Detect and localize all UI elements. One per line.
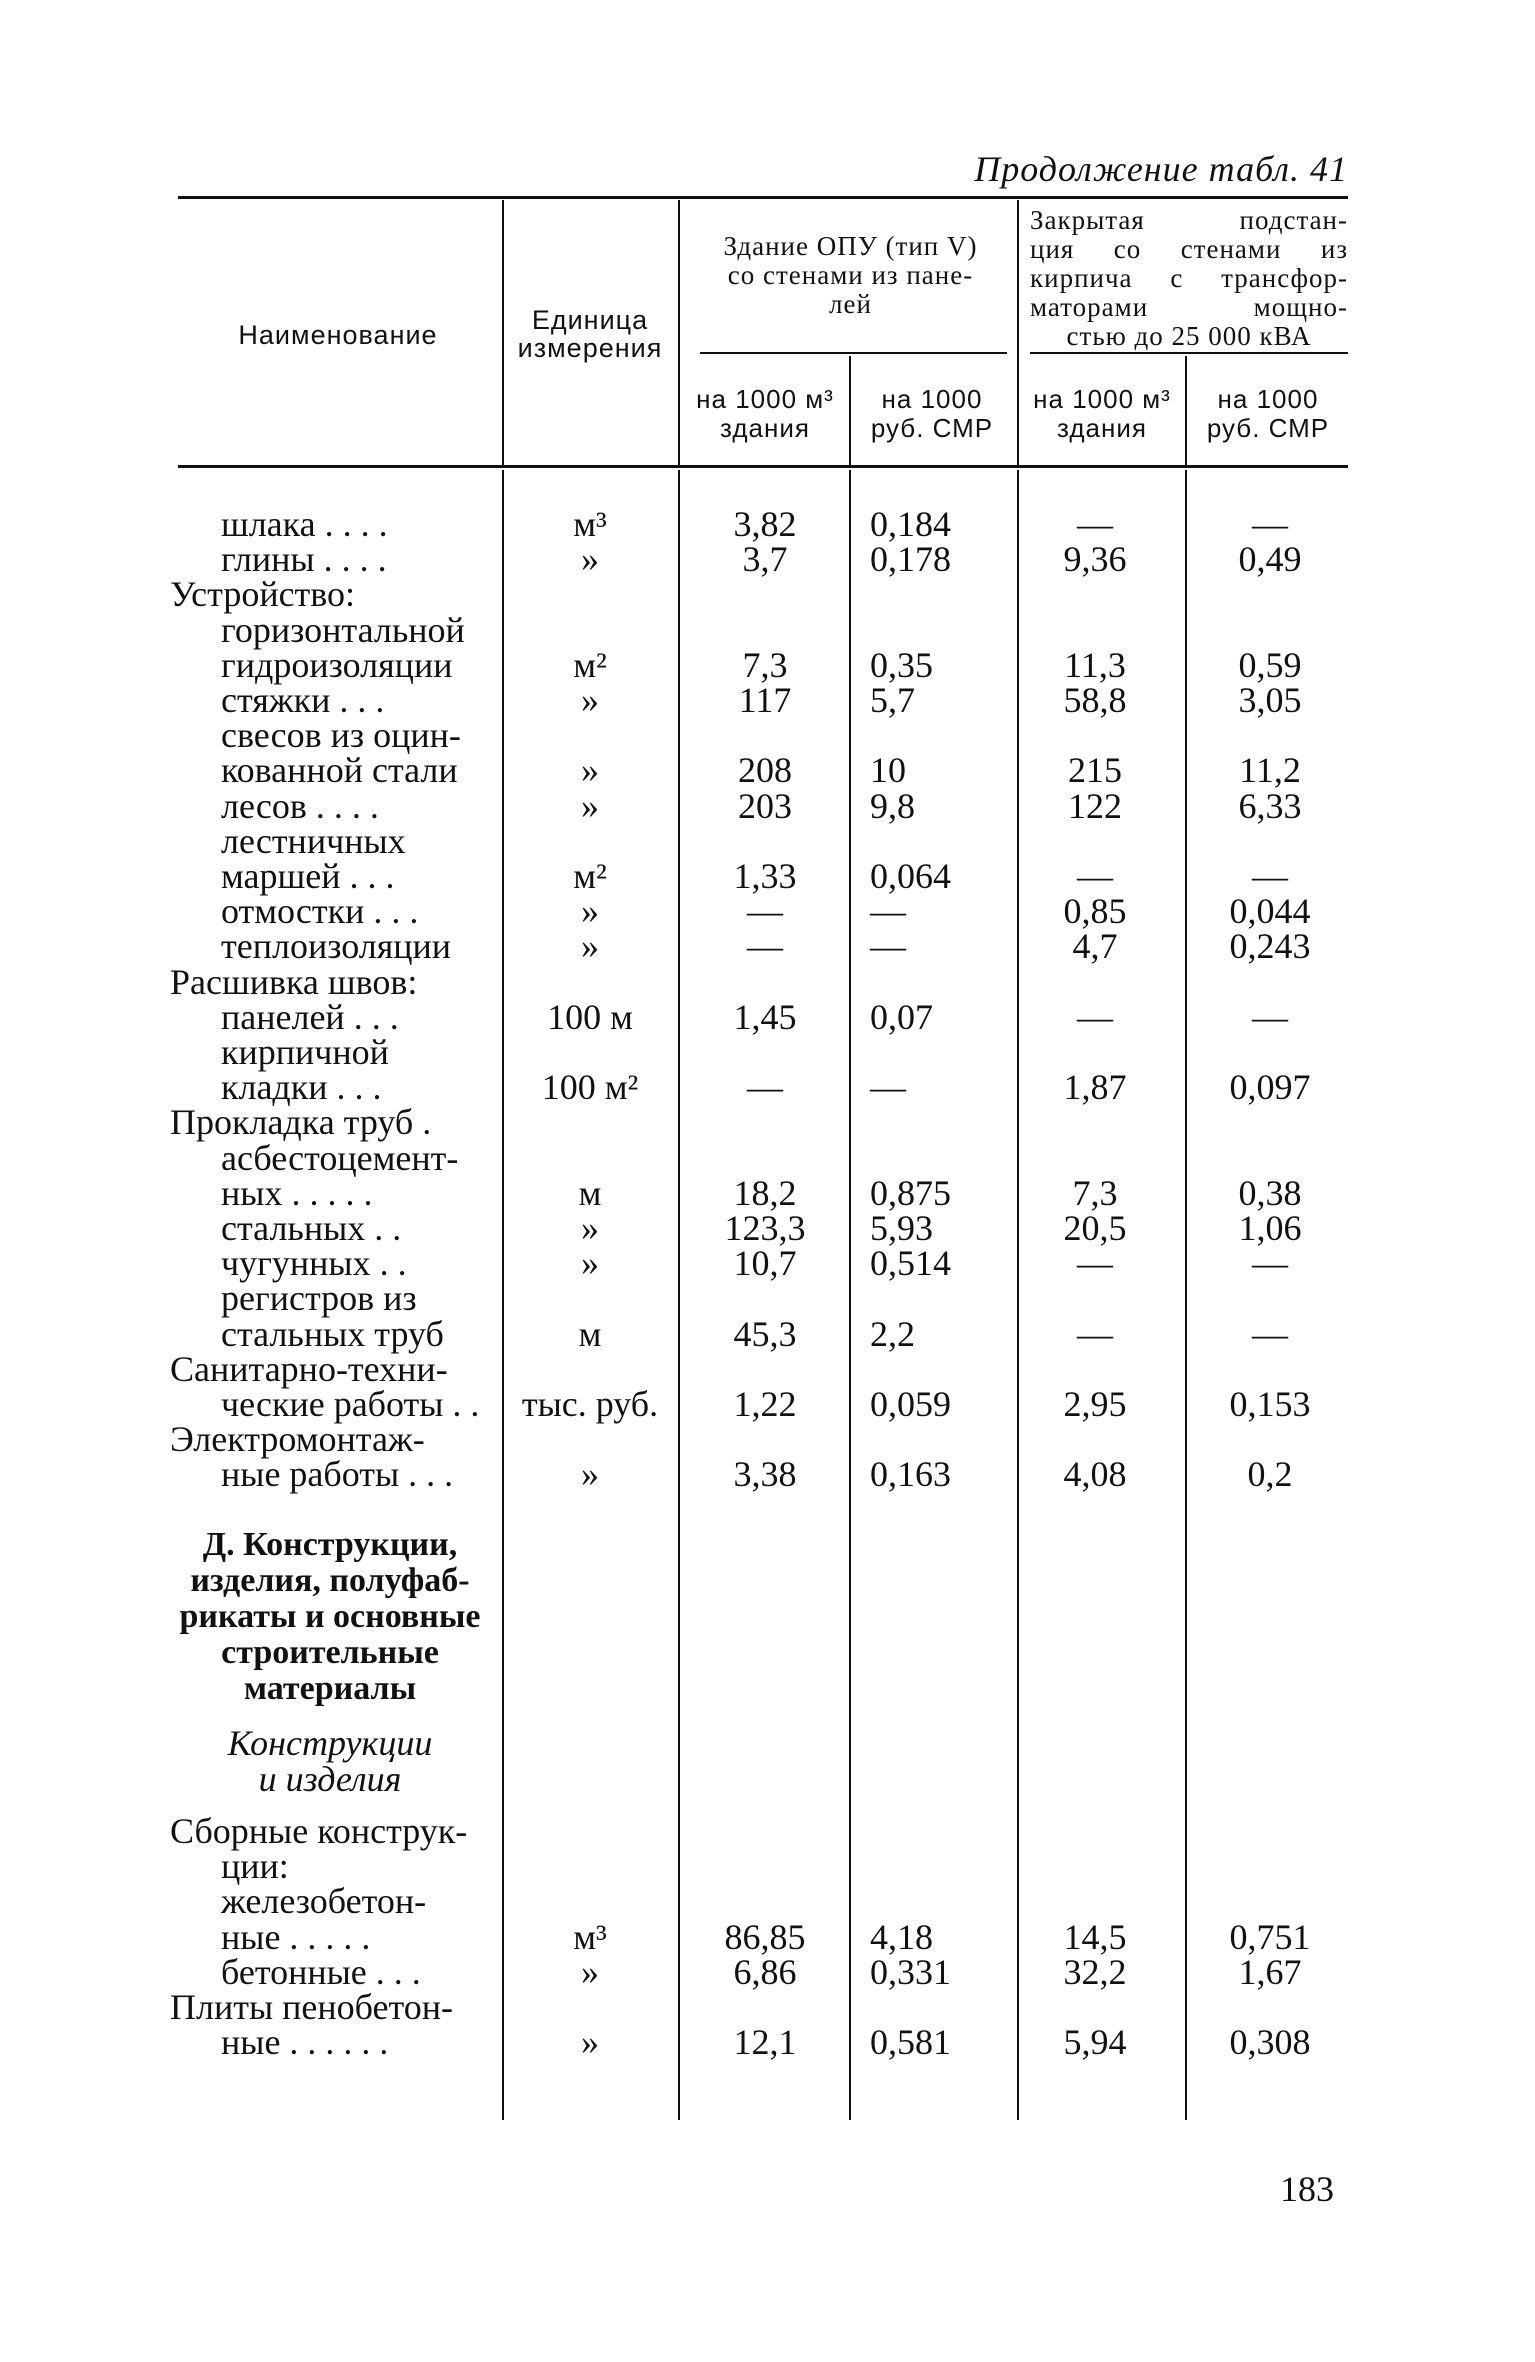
row-name: регистров из (221, 1278, 417, 1319)
row-name: ческие работы . . (221, 1384, 480, 1424)
header-group-2-line-1: Закрытая подстан- (1030, 205, 1348, 235)
header-group-1-rule (700, 352, 1007, 354)
row-value-c1: 3,82 (733, 504, 797, 544)
row-value-c3: — (1077, 996, 1113, 1037)
row-value-c3: 4,7 (1072, 926, 1118, 967)
header-group-1-line-1: Здание ОПУ (тип V) (723, 231, 978, 261)
row-value-c1: 3,7 (742, 539, 788, 580)
header-sub-2a (1018, 385, 1186, 443)
row-name: свесов из оцин- (221, 715, 461, 756)
column-divider-1-body (502, 470, 504, 2120)
row-value-c4: 1,67 (1238, 1951, 1302, 1992)
row-value-c4: 0,243 (1229, 926, 1311, 967)
row-name: шлака . . . . (221, 504, 388, 544)
header-sub-1b-line-1: на 1000 (881, 384, 983, 414)
row-value-c4: 0,153 (1229, 1384, 1311, 1424)
section-heading (160, 1527, 500, 1707)
row-name: панелей . . . (221, 996, 399, 1037)
section-heading-line-4: строительные (221, 1634, 439, 1671)
row-value-c4: 0,2 (1247, 1454, 1293, 1495)
row-value-c2: 0,064 (870, 856, 951, 896)
row-value-c4: 0,044 (1229, 891, 1311, 932)
row-name: Расшивка швов: (170, 961, 418, 1002)
row-value-c3: — (1077, 1313, 1113, 1354)
page-number: 183 (1280, 2169, 1334, 2209)
row-value-c2: — (870, 1067, 906, 1108)
header-sub-2b-line-2: руб. СМР (1206, 413, 1330, 443)
row-unit: » (581, 1951, 599, 1992)
row-value-c4: 0,59 (1238, 644, 1302, 685)
row-value-c2: — (870, 891, 906, 932)
column-divider-3-body (849, 470, 851, 2120)
row-name: теплоизоляции (221, 926, 452, 967)
row-name: глины . . . . (221, 539, 387, 580)
row-name: маршей . . . (221, 856, 395, 896)
row-unit: м² (573, 856, 607, 896)
header-unit-line-1: Единица (531, 305, 649, 335)
column-divider-5 (1185, 356, 1187, 465)
subsection-heading (160, 1725, 500, 1797)
row-value-c3: 4,08 (1063, 1454, 1127, 1495)
row-unit: тыс. руб. (521, 1384, 659, 1424)
row-value-c2: 0,875 (870, 1172, 951, 1213)
row-value-c2: 0,514 (870, 1243, 951, 1284)
row-name: кованной стали (221, 750, 458, 791)
header-sub-1b (852, 385, 1012, 443)
header-unit-line-2: измерения (517, 333, 663, 363)
section-heading-line-5: материалы (243, 1670, 417, 1707)
row-unit: м³ (573, 504, 607, 544)
row-value-c1: 45,3 (733, 1313, 797, 1354)
row-name: ные . . . . . . (221, 2022, 389, 2063)
row-value-c2: 0,07 (870, 996, 933, 1037)
header-sub-2b (1188, 385, 1348, 443)
header-sub-1a-line-2: здания (720, 413, 810, 443)
row-unit: » (581, 539, 599, 580)
header-sub-1a (680, 385, 850, 443)
row-unit: 100 м² (541, 1067, 639, 1108)
row-value-c3: — (1077, 856, 1113, 896)
row-value-c3: 0,85 (1063, 891, 1127, 932)
column-divider-3 (849, 356, 851, 465)
row-value-c4: 6,33 (1238, 785, 1302, 826)
header-group-2 (1030, 206, 1348, 351)
section-heading-line-1: Д. Конструкции, (202, 1526, 458, 1563)
header-group-1-line-3: лей (829, 289, 872, 319)
row-value-c1: 10,7 (733, 1243, 797, 1284)
row-value-c4: 3,05 (1238, 680, 1302, 720)
row-unit: » (581, 926, 599, 967)
row-name: Устройство: (170, 574, 356, 615)
header-unit (505, 306, 675, 362)
row-unit: » (581, 891, 599, 932)
row-value-c2: 0,184 (870, 504, 951, 544)
row-value-c2: 0,178 (870, 539, 951, 580)
header-group-2-line-4: маторами мощно- (1030, 292, 1348, 322)
row-value-c4: — (1252, 856, 1288, 896)
section-heading-line-3: рикаты и основные (179, 1598, 481, 1635)
row-value-c1: 6,86 (733, 1951, 797, 1992)
row-value-c1: — (747, 891, 783, 932)
row-value-c3: 20,5 (1063, 1208, 1127, 1248)
row-value-c3: 14,5 (1063, 1916, 1127, 1957)
row-unit: » (581, 1208, 599, 1248)
row-value-c2: 0,331 (870, 1951, 951, 1992)
row-name: асбестоцемент- (221, 1137, 459, 1178)
row-value-c1: 208 (738, 750, 792, 791)
row-value-c4: 0,38 (1238, 1172, 1302, 1213)
row-value-c4: 0,308 (1229, 2022, 1311, 2063)
row-value-c1: 203 (738, 785, 792, 826)
row-value-c2: 0,059 (870, 1384, 951, 1424)
row-value-c2: 5,7 (870, 680, 915, 720)
header-group-1 (688, 232, 1013, 319)
row-value-c3: 58,8 (1063, 680, 1127, 720)
row-name: лестничных (221, 820, 406, 861)
row-value-c4: 1,06 (1238, 1208, 1302, 1248)
column-divider-1 (502, 200, 504, 465)
row-value-c3: 11,3 (1064, 644, 1126, 685)
row-value-c2: 9,8 (870, 785, 915, 826)
column-divider-5-body (1185, 470, 1187, 2120)
row-value-c1: — (747, 1067, 783, 1108)
header-name: Наименование (238, 320, 438, 350)
row-name: чугунных . . (221, 1243, 407, 1284)
row-name: ные работы . . . (221, 1454, 454, 1495)
row-name: ных . . . . . (221, 1172, 373, 1213)
row-name: гидроизоляции (221, 644, 453, 685)
row-value-c3: — (1077, 1243, 1113, 1284)
section-heading-line-2: изделия, полуфаб- (190, 1562, 470, 1599)
row-value-c2: 2,2 (870, 1313, 915, 1354)
column-divider-2 (678, 200, 680, 465)
header-sub-2b-line-1: на 1000 (1217, 384, 1319, 414)
row-value-c1: 123,3 (724, 1208, 806, 1248)
row-value-c2: 5,93 (870, 1208, 933, 1248)
row-unit: » (581, 1243, 599, 1284)
header-sub-2a-line-1: на 1000 м³ (1033, 384, 1171, 414)
header-group-2-line-3: кирпича с трансфор- (1030, 263, 1348, 293)
column-divider-4-body (1017, 470, 1019, 2120)
row-value-c3: 7,3 (1072, 1172, 1118, 1213)
row-value-c1: 3,38 (733, 1454, 797, 1495)
row-value-c2: 4,18 (870, 1916, 933, 1957)
column-divider-2-body (678, 470, 680, 2120)
row-name: Сборные конструк- (170, 1811, 468, 1851)
row-unit: » (581, 2022, 599, 2063)
row-value-c3: 32,2 (1063, 1951, 1127, 1992)
subsection-heading-line-1: Конструкции (227, 1723, 433, 1763)
table-top-rule (178, 196, 1348, 199)
row-unit: » (581, 680, 599, 720)
row-value-c4: 0,49 (1238, 539, 1302, 580)
row-name: бетонные . . . (221, 1951, 421, 1992)
row-unit: м³ (573, 1916, 607, 1957)
row-name: отмостки . . . (221, 891, 419, 932)
row-name: железобетон- (221, 1881, 427, 1922)
row-value-c3: 1,87 (1063, 1067, 1127, 1108)
row-name: стальных . . (221, 1208, 402, 1248)
row-value-c4: 0,097 (1229, 1067, 1311, 1108)
row-name: Прокладка труб . (170, 1102, 432, 1143)
header-group-2-rule (1030, 352, 1348, 354)
row-unit: м (578, 1172, 602, 1213)
row-value-c4: 11,2 (1239, 750, 1301, 791)
row-value-c1: 1,45 (733, 996, 797, 1037)
row-unit: 100 м (547, 996, 633, 1037)
row-value-c3: 5,94 (1063, 2022, 1127, 2063)
row-name: стяжки . . . (221, 680, 385, 720)
row-value-c1: 12,1 (733, 2022, 797, 2063)
header-group-2-line-5: стью до 25 000 кВА (1066, 321, 1312, 351)
row-name: кирпичной (221, 1032, 389, 1072)
row-unit: м (578, 1313, 602, 1354)
row-value-c2: 0,163 (870, 1454, 951, 1495)
row-value-c3: 122 (1068, 785, 1122, 826)
row-name: ции: (221, 1846, 289, 1887)
header-bottom-rule (178, 465, 1348, 468)
row-name: ные . . . . . (221, 1916, 371, 1957)
column-divider-4 (1017, 200, 1019, 465)
row-name: лесов . . . . (221, 785, 379, 826)
subsection-heading-line-2: и изделия (258, 1759, 402, 1799)
row-value-c2: — (870, 926, 906, 967)
row-value-c3: 2,95 (1063, 1384, 1127, 1424)
row-name: кладки . . . (221, 1067, 382, 1108)
row-value-c2: 10 (870, 750, 906, 791)
row-name: Санитарно-техни- (170, 1348, 448, 1389)
row-value-c1: 117 (738, 680, 792, 720)
row-value-c1: 7,3 (742, 644, 788, 685)
row-unit: » (581, 750, 599, 791)
row-value-c4: — (1252, 1243, 1288, 1284)
row-value-c2: 0,35 (870, 644, 933, 685)
header-group-2-line-2: ция со стенами из (1030, 234, 1348, 264)
row-value-c4: — (1252, 504, 1288, 544)
row-value-c1: 86,85 (724, 1916, 806, 1957)
row-value-c2: 0,581 (870, 2022, 951, 2063)
row-value-c3: — (1077, 504, 1113, 544)
row-name: Электромонтаж- (170, 1419, 425, 1460)
row-unit: » (581, 1454, 599, 1495)
row-name: горизонтальной (221, 609, 465, 650)
row-unit: м² (573, 644, 607, 685)
row-value-c4: — (1252, 996, 1288, 1037)
row-value-c1: — (747, 926, 783, 967)
row-value-c1: 1,22 (733, 1384, 797, 1424)
row-value-c3: 215 (1068, 750, 1122, 791)
table-caption: Продолжение табл. 41 (974, 149, 1348, 189)
row-unit: » (581, 785, 599, 826)
header-sub-1b-line-2: руб. СМР (870, 413, 994, 443)
row-value-c1: 1,33 (733, 856, 797, 896)
header-group-1-line-2: со стенами из пане- (727, 260, 974, 290)
row-value-c4: 0,751 (1229, 1916, 1311, 1957)
row-value-c1: 18,2 (733, 1172, 797, 1213)
row-name: Плиты пенобетон- (170, 1987, 453, 2027)
row-value-c4: — (1252, 1313, 1288, 1354)
row-value-c3: 9,36 (1063, 539, 1127, 580)
row-name: стальных труб (221, 1313, 444, 1354)
header-sub-1a-line-1: на 1000 м³ (696, 384, 834, 414)
header-sub-2a-line-2: здания (1057, 413, 1147, 443)
